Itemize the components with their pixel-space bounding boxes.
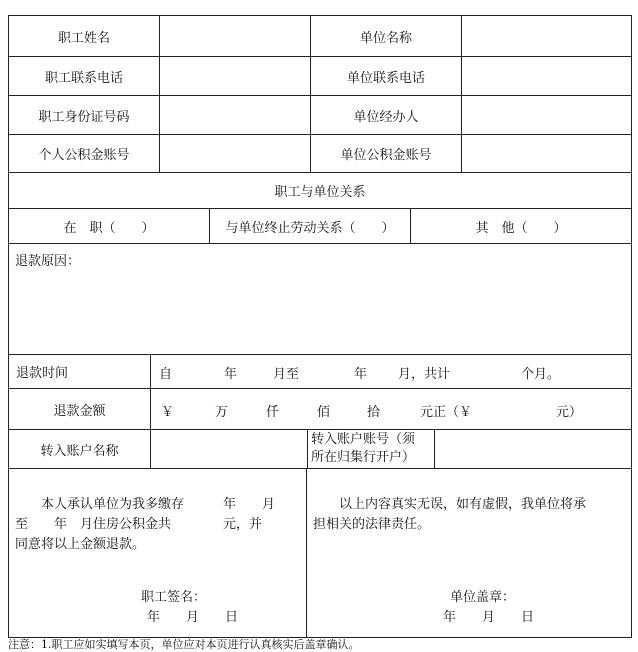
time-year-2: 年 <box>354 367 368 382</box>
account-number-label: 转入账户账号（须 所在归集行开户） <box>307 429 435 469</box>
employee-phone-field[interactable] <box>159 56 311 96</box>
amount-shi: 拾 <box>367 405 381 420</box>
time-months: 个月。 <box>521 367 561 382</box>
amount-yen-sign: ￥ <box>161 405 175 420</box>
amount-qian: 仟 <box>266 405 280 420</box>
unit-fund-account-field[interactable] <box>461 134 632 173</box>
footnote: 注意：1.职工应如实填写本页，单位应对本页进行认真核实后盖章确认。 <box>8 638 360 651</box>
account-number-field[interactable] <box>434 429 632 469</box>
relation-option-other[interactable]: 其 他（ ） <box>410 208 632 244</box>
account-name-field[interactable] <box>150 429 308 469</box>
refund-time-label: 退款时间 <box>8 354 151 389</box>
commit-line-1: 本人承认单位为我多缴存 年 月 <box>41 497 276 512</box>
employee-id-field[interactable] <box>159 95 311 135</box>
employee-name-label: 职工姓名 <box>8 15 160 57</box>
personal-fund-account-label: 个人公积金账号 <box>8 134 160 173</box>
relation-title: 职工与单位关系 <box>8 172 632 209</box>
refund-form-table <box>8 15 632 638</box>
time-year-1: 年 <box>224 367 238 382</box>
amount-wan: 万 <box>215 405 229 420</box>
relation-option-employed[interactable]: 在 职（ ） <box>8 208 210 244</box>
unit-handler-field[interactable] <box>461 95 632 135</box>
unit-line-2: 担相关的法律责任。 <box>313 517 431 532</box>
unit-phone-field[interactable] <box>461 56 632 96</box>
unit-stamp-label: 单位盖章： <box>450 590 516 605</box>
refund-amount-label: 退款金额 <box>8 388 151 430</box>
account-name-label: 转入账户名称 <box>8 429 151 469</box>
amount-yuan-zheng: 元正（￥ <box>420 405 473 420</box>
unit-name-label: 单位名称 <box>310 15 462 57</box>
employee-signature-label: 职工签名： <box>141 590 207 605</box>
amount-yuan-close: 元） <box>556 405 583 420</box>
refund-reason-box[interactable] <box>8 243 632 355</box>
unit-name-field[interactable] <box>461 15 632 57</box>
employee-name-field[interactable] <box>159 15 311 57</box>
amount-bai: 佰 <box>317 405 331 420</box>
unit-phone-label: 单位联系电话 <box>310 56 462 96</box>
time-month-to: 月至 <box>273 367 300 382</box>
employee-phone-label: 职工联系电话 <box>8 56 160 96</box>
relation-option-terminated[interactable]: 与单位终止劳动关系（ ） <box>209 208 411 244</box>
unit-confirmation-box <box>306 468 632 638</box>
personal-fund-account-field[interactable] <box>159 134 311 173</box>
refund-amount-field[interactable] <box>150 388 632 430</box>
time-from: 自 <box>159 367 173 382</box>
commit-line-2: 至 年 月住房公积金共 元，并 <box>15 517 263 532</box>
unit-handler-label: 单位经办人 <box>310 95 462 135</box>
time-month-total: 月，共计 <box>398 367 451 382</box>
refund-time-field[interactable] <box>150 354 632 389</box>
employee-sign-date: 年 月 日 <box>147 610 239 625</box>
employee-commitment-box <box>8 468 307 638</box>
commit-line-3: 同意将以上金额退款。 <box>15 537 146 552</box>
refund-reason-label: 退款原因： <box>15 254 81 269</box>
unit-line-1: 以上内容真实无误，如有虚假，我单位将承 <box>339 497 587 512</box>
unit-stamp-date: 年 月 日 <box>443 610 535 625</box>
unit-fund-account-label: 单位公积金账号 <box>310 134 462 173</box>
employee-id-label: 职工身份证号码 <box>8 95 160 135</box>
